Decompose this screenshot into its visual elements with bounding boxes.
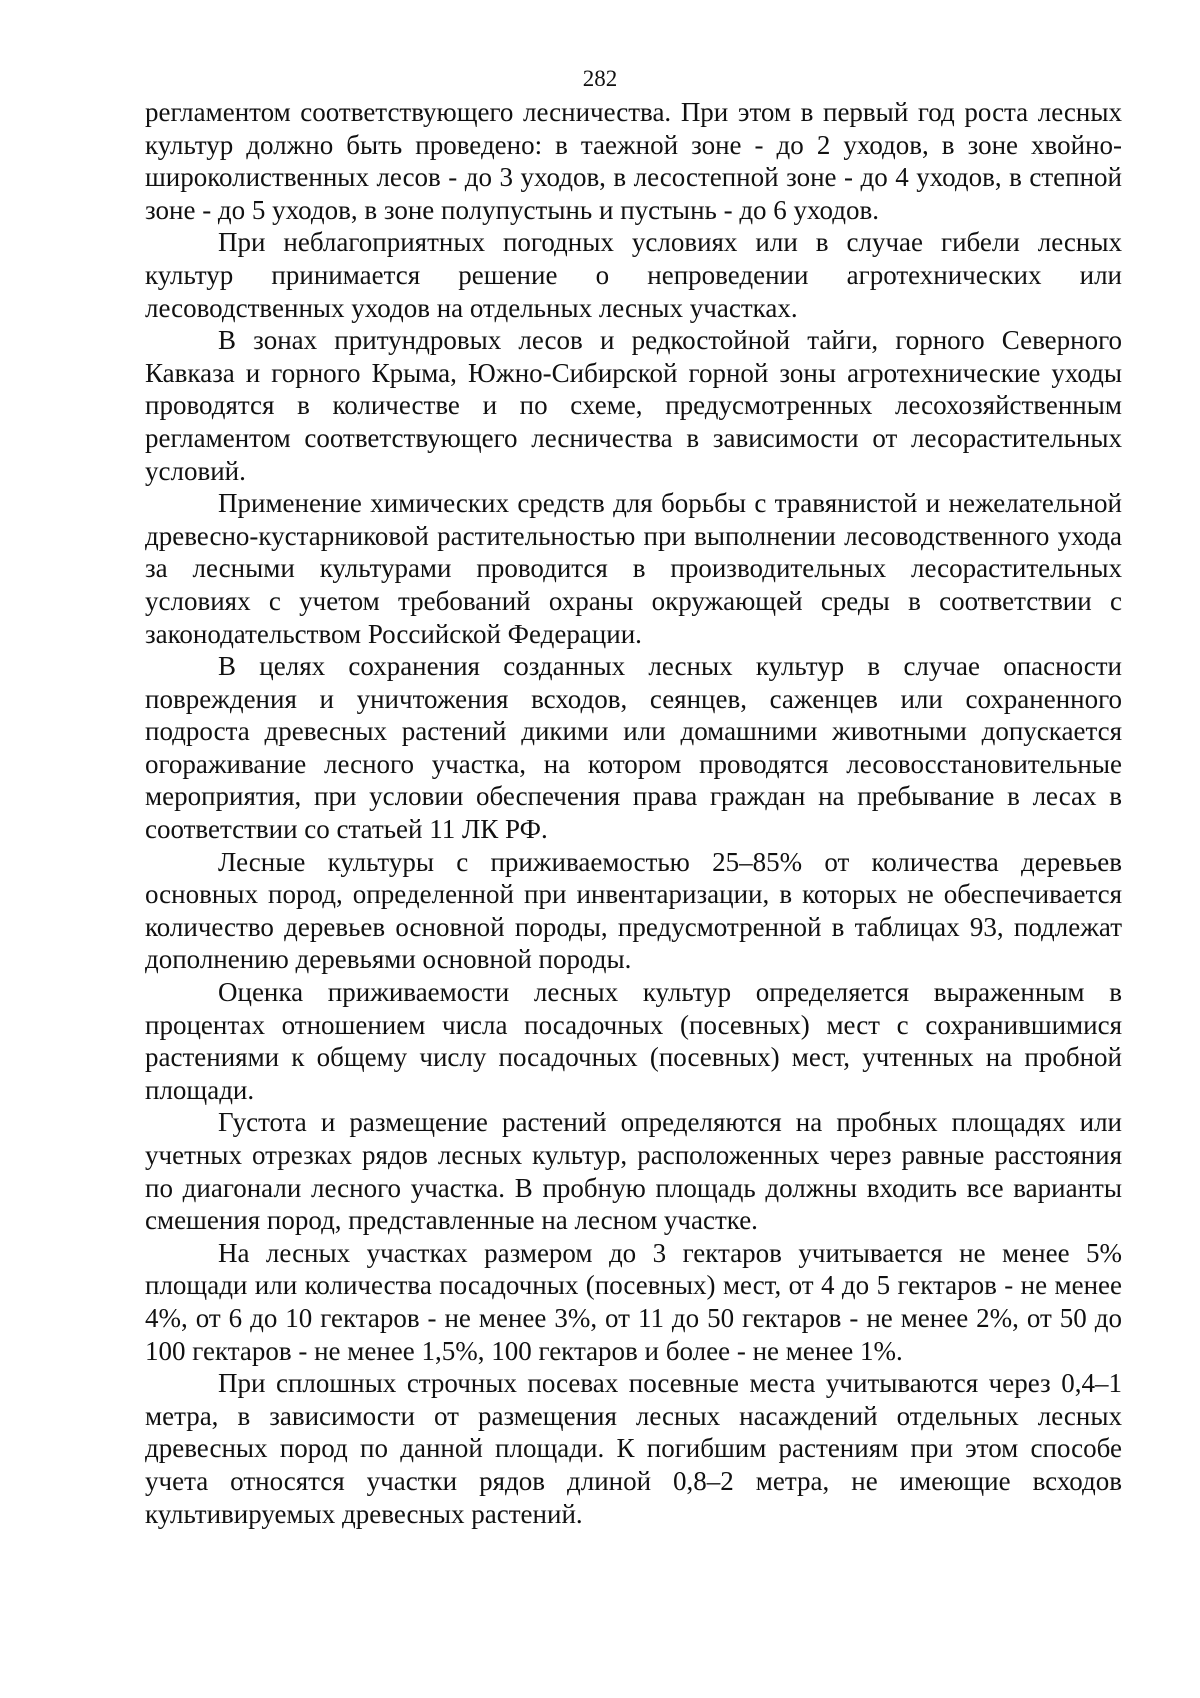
page-number: 282 — [582, 66, 618, 91]
document-body — [145, 96, 1122, 1530]
paragraph-survival-rate-supplement: Лесные культуры с приживаемостью 25–85% от количества деревьев основных пород, определенной при инвентаризации, в которых не обеспечивается количество деревьев основной породы, предусмотренной в таблицах 93, подлежат дополнению деревьями основной породы. — [145, 846, 1122, 975]
paragraph-continued: регламентом соответствующего лесничества. При этом в первый год роста лесных культур должно быть проведено: в таежной зоне - до 2 уходов, в зоне хвойно-широколиственных лесов - до 3 уходов, в лесостепной зоне - до 4 уходов, в степной зоне - до 5 уходов, в зоне полупустынь и пустынь - до 6 уходов. — [145, 97, 1122, 225]
paragraph-density-placement: Густота и размещение растений определяются на пробных площадях или учетных отрезках рядов лесных культур, расположенных через равные расстояния по диагонали лесного участка. В пробную площадь должны входить все варианты смешения пород, представленные на лесном участке. — [145, 1107, 1122, 1236]
paragraph-chemical-means: Применение химических средств для борьбы с травянистой и нежелательной древесно-кустарниковой растительностью при выполнении лесоводственного ухода за лесными культурами проводится в производительных лесорастительных условиях с учетом требований охраны окружающей среды в соответствии с законодательством Российской Федерации. — [145, 488, 1122, 649]
paragraph-special-zones: В зонах притундровых лесов и редкостойной тайги, горного Северного Кавказа и горного Крыма, Южно-Сибирской горной зоны агротехнические уходы проводятся в количестве и по схеме, предусмотренных лесохозяйственным регламентом соответствующего лесничества в зависимости от лесорастительных условий. — [145, 325, 1122, 486]
paragraph-row-sowing-count: При сплошных строчных посевах посевные места учитываются через 0,4–1 метра, в зависимости от размещения лесных насаждений отдельных лесных древесных пород по данной площади. К погибшим растениям при этом способе учета относятся участки рядов длиной 0,8–2 метра, не имеющие всходов культивируемых древесных растений. — [145, 1368, 1122, 1529]
paragraph-survival-assessment: Оценка приживаемости лесных культур определяется выраженным в процентах отношением числа посадочных (посевных) мест с сохранившимися растениями к общему числу посадочных (посевных) мест, учтенных на пробной площади. — [145, 977, 1122, 1105]
paragraph-sample-area-share: На лесных участках размером до 3 гектаров учитывается не менее 5% площади или количества посадочных (посевных) мест, от 4 до 5 гектаров - не менее 4%, от 6 до 10 гектаров - не менее 3%, от 11 до 50 гектаров - не менее 2%, от 50 до 100 гектаров - не менее 1,5%, 100 гектаров и более - не менее 1%. — [145, 1237, 1122, 1366]
paragraph-fencing: В целях сохранения созданных лесных культур в случае опасности повреждения и уничтожения всходов, сеянцев, саженцев или сохраненного подроста древесных растений дикими или домашними животными допускается огораживание лесного участка, на котором проводятся лесовосстановительные мероприятия, при условии обеспечения права граждан на пребывание в лесах в соответствии со статьей 11 ЛК РФ. — [145, 651, 1122, 845]
paragraph-unfavorable-weather: При неблагоприятных погодных условиях или в случае гибели лесных культур принимается решение о непроведении агротехнических или лесоводственных уходов на отдельных лесных участках. — [145, 227, 1122, 323]
